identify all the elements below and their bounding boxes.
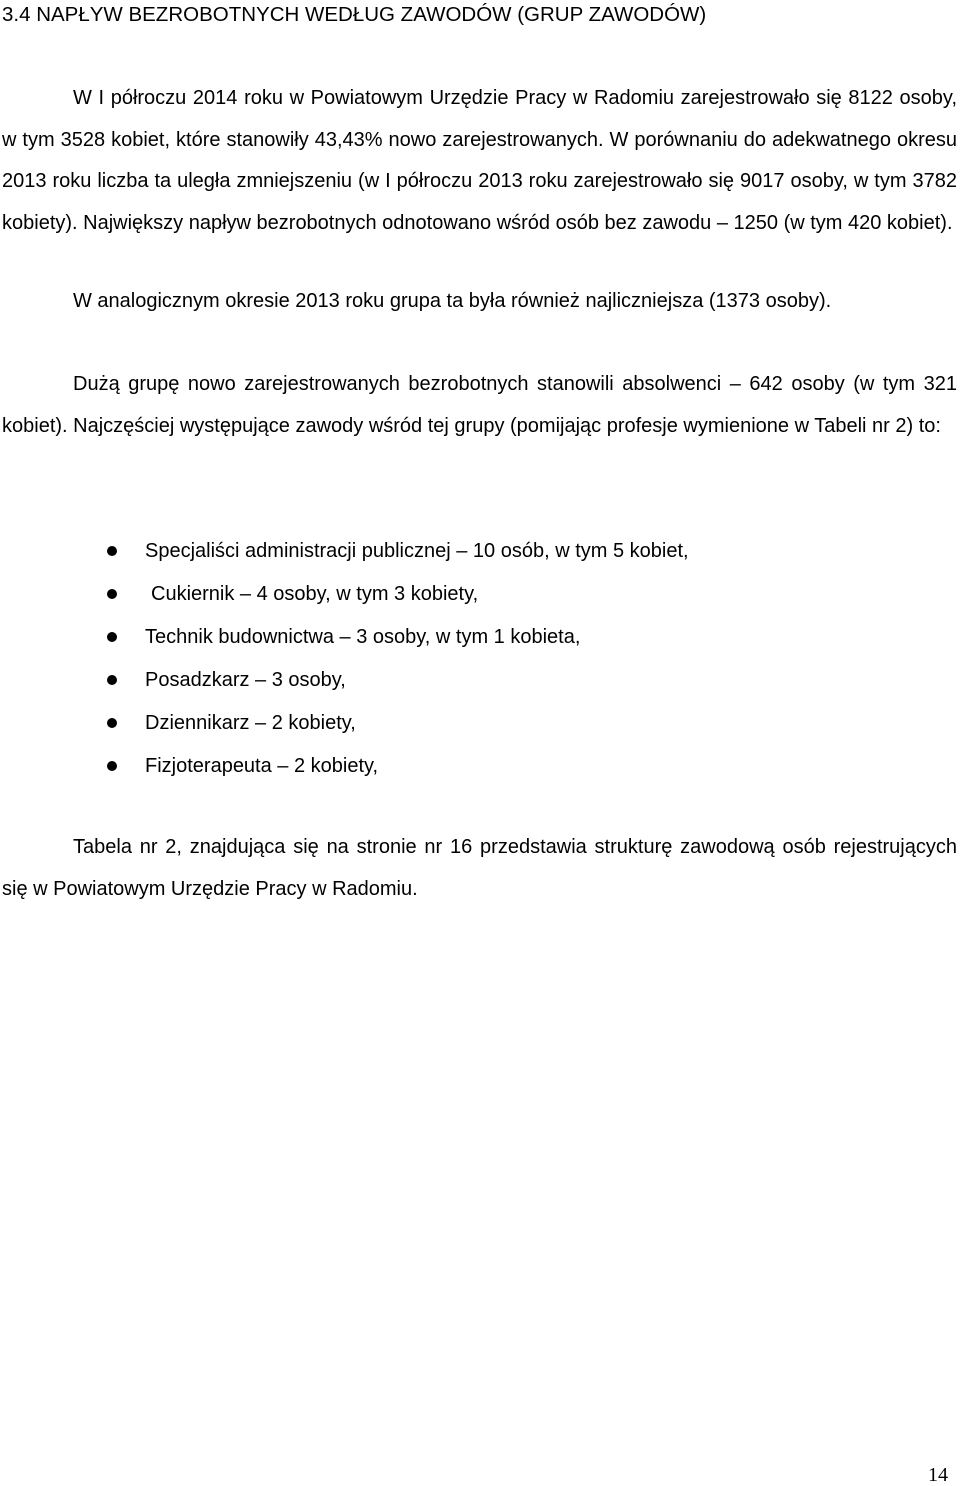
paragraph-graduates: Dużą grupę nowo zarejestrowanych bezrobotnych stanowili absolwenci – 642 osoby (w tym 321 kobiet). Najczęściej występujące zawody wśród tej grupy (pomijając profesje wymienione w Tabeli nr 2) to: — [2, 373, 957, 437]
list-item — [0, 702, 940, 745]
bullet-dot-icon — [107, 675, 117, 685]
bullet-dot-icon — [107, 718, 117, 728]
list-item-text: Posadzkarz – 3 osoby, — [145, 669, 346, 691]
bullet-dot-icon — [107, 761, 117, 771]
list-item-text: Fizjoterapeuta – 2 kobiety, — [145, 755, 379, 777]
list-item — [0, 530, 940, 573]
page-number: 14 — [928, 1464, 948, 1486]
list-item-text: Specjaliści administracji publicznej – 10 osób, w tym 5 kobiet, — [145, 540, 689, 562]
list-item-text: Dziennikarz – 2 kobiety, — [145, 712, 356, 734]
list-item — [0, 745, 940, 788]
paragraph-comparison: W analogicznym okresie 2013 roku grupa ta była również najliczniejsza (1373 osoby). — [73, 290, 832, 312]
list-item-text: Technik budownictwa – 3 osoby, w tym 1 kobieta, — [145, 626, 581, 648]
bullet-dot-icon — [107, 546, 117, 556]
section-heading: 3.4 NAPŁYW BEZROBOTNYCH WEDŁUG ZAWODÓW (GRUP ZAWODÓW) — [2, 3, 707, 26]
list-item — [0, 616, 940, 659]
paragraph-intro: W I półroczu 2014 roku w Powiatowym Urzędzie Pracy w Radomiu zarejestrowało się 8122 osoby, w tym 3528 kobiet, które stanowiły 43,43% nowo zarejestrowanych. W porównaniu do adekwatnego okresu 2013 roku liczba ta uległa zmniejszeniu (w I półroczu 2013 roku zarejestrowało się 9017 osoby, w tym 3782 kobiety). Największy napływ bezrobotnych odnotowano wśród osób bez zawodu – 1250 (w tym 420 kobiet). — [2, 87, 957, 234]
list-item — [0, 659, 940, 702]
occupation-list — [0, 530, 940, 788]
list-item-text: Cukiernik – 4 osoby, w tym 3 kobiety, — [151, 583, 479, 605]
list-item — [0, 573, 940, 616]
bullet-dot-icon — [107, 589, 117, 599]
bullet-dot-icon — [107, 632, 117, 642]
paragraph-table-reference: Tabela nr 2, znajdująca się na stronie nr 16 przedstawia strukturę zawodową osób rejestrujących się w Powiatowym Urzędzie Pracy w Radomiu. — [2, 836, 957, 900]
